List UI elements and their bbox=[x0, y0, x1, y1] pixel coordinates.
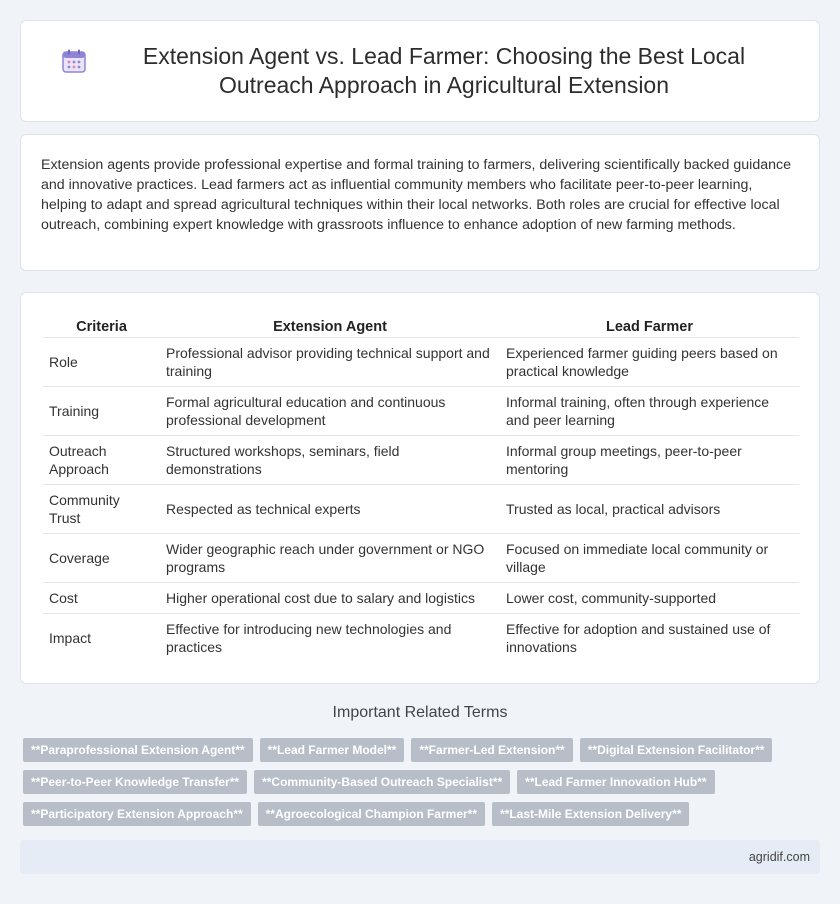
related-terms-title: Important Related Terms bbox=[332, 704, 508, 721]
table-row bbox=[43, 337, 799, 386]
related-term-tag[interactable]: **Digital Extension Facilitator** bbox=[580, 738, 773, 762]
row-criteria: Coverage bbox=[43, 533, 160, 582]
related-term-tag[interactable]: **Lead Farmer Innovation Hub** bbox=[517, 770, 714, 794]
footer-site-link[interactable]: agridif.com bbox=[748, 850, 810, 864]
table-row bbox=[43, 613, 799, 662]
row-criteria: Community Trust bbox=[43, 484, 160, 533]
row-lead-farmer: Lower cost, community-supported bbox=[500, 582, 799, 613]
row-criteria: Cost bbox=[43, 582, 160, 613]
row-lead-farmer: Trusted as local, practical advisors bbox=[500, 484, 799, 533]
related-term-tag[interactable]: **Peer-to-Peer Knowledge Transfer** bbox=[23, 770, 247, 794]
row-extension-agent: Higher operational cost due to salary and logistics bbox=[160, 582, 500, 613]
related-term-tag[interactable]: **Farmer-Led Extension** bbox=[411, 738, 572, 762]
table-row bbox=[43, 435, 799, 484]
row-criteria: Outreach Approach bbox=[43, 435, 160, 484]
table-row bbox=[43, 582, 799, 613]
header-extension-agent: Extension Agent bbox=[160, 313, 500, 337]
table-row bbox=[43, 386, 799, 435]
row-criteria: Role bbox=[43, 337, 160, 386]
row-extension-agent: Wider geographic reach under government or NGO programs bbox=[160, 533, 500, 582]
table-row bbox=[43, 484, 799, 533]
intro-paragraph: Extension agents provide professional expertise and formal training to farmers, delivering scientifically backed guidance and innovative practices. Lead farmers act as influential community members who facilitate peer-to-peer learning, helping to adapt and spread agricultural techniques within their local networks. Both roles are crucial for effective local outreach, combining expert knowledge with grassroots influence to enhance adoption of new farming methods. bbox=[41, 157, 791, 233]
row-lead-farmer: Effective for adoption and sustained use of innovations bbox=[500, 613, 799, 662]
row-extension-agent: Formal agricultural education and continuous professional development bbox=[160, 386, 500, 435]
related-term-tag[interactable]: **Participatory Extension Approach** bbox=[23, 802, 251, 826]
related-term-tag[interactable]: **Lead Farmer Model** bbox=[260, 738, 405, 762]
row-lead-farmer: Focused on immediate local community or village bbox=[500, 533, 799, 582]
title-card bbox=[20, 20, 820, 122]
header-criteria: Criteria bbox=[43, 313, 160, 337]
row-lead-farmer: Informal training, often through experience and peer learning bbox=[500, 386, 799, 435]
row-lead-farmer: Experienced farmer guiding peers based on practical knowledge bbox=[500, 337, 799, 386]
comparison-table bbox=[43, 313, 799, 662]
related-term-tag[interactable]: **Agroecological Champion Farmer** bbox=[258, 802, 485, 826]
row-extension-agent: Structured workshops, seminars, field demonstrations bbox=[160, 435, 500, 484]
title-wrap bbox=[21, 42, 819, 100]
row-lead-farmer: Informal group meetings, peer-to-peer mentoring bbox=[500, 435, 799, 484]
comparison-card bbox=[20, 292, 820, 684]
table-header-row bbox=[43, 313, 799, 337]
intro-card bbox=[20, 134, 820, 271]
row-criteria: Training bbox=[43, 386, 160, 435]
calendar-icon bbox=[61, 48, 87, 74]
page-title: Extension Agent vs. Lead Farmer: Choosing the Best Local Outreach Approach in Agricultural Extension bbox=[142, 43, 746, 98]
related-terms-list bbox=[23, 738, 823, 834]
row-extension-agent: Respected as technical experts bbox=[160, 484, 500, 533]
row-criteria: Impact bbox=[43, 613, 160, 662]
table-row bbox=[43, 533, 799, 582]
related-term-tag[interactable]: **Last-Mile Extension Delivery** bbox=[492, 802, 689, 826]
related-term-tag[interactable]: **Paraprofessional Extension Agent** bbox=[23, 738, 253, 762]
row-extension-agent: Effective for introducing new technologies and practices bbox=[160, 613, 500, 662]
related-term-tag[interactable]: **Community-Based Outreach Specialist** bbox=[254, 770, 510, 794]
header-lead-farmer: Lead Farmer bbox=[500, 313, 799, 337]
row-extension-agent: Professional advisor providing technical support and training bbox=[160, 337, 500, 386]
footer bbox=[20, 840, 820, 874]
